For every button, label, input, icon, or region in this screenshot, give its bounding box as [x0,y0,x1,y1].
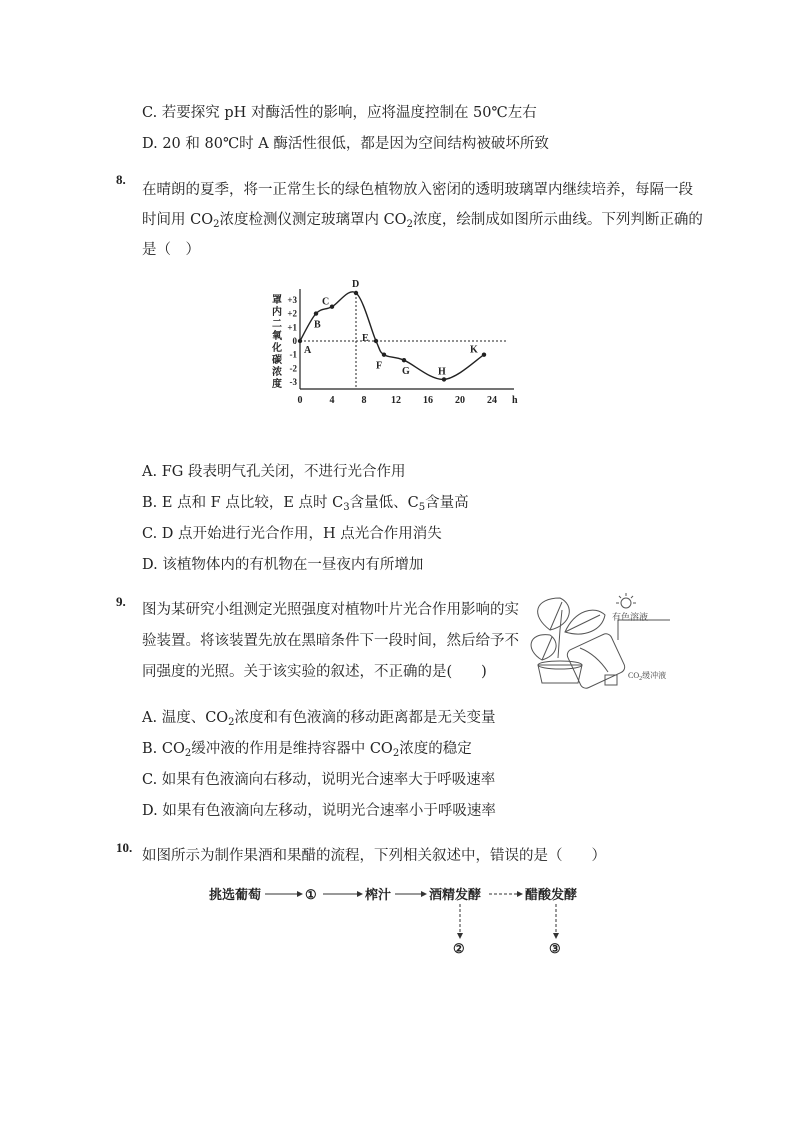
question-9-stem-line3: 同强度的光照。关于该实验的叙述，不正确的是( ) [142,664,487,680]
point-label-H: H [438,366,446,378]
point-label-D: D [352,279,360,290]
flow-step-alcohol-fermentation: 酒精发酵 [429,887,482,902]
question-8-stem-line2: 时间用 $CO_2$浓度检测仪测定玻璃罩内 $CO_2$浓度，绘制成如图所示曲线。下列判断正确的 [142,212,703,230]
q9-option-d: D. 如果有色液滴向左移动，说明光合速率小于呼吸速率 [142,803,496,819]
data-point-A [298,339,302,343]
question-8-stem-line1: 在晴朗的夏季，将一正常生长的绿色植物放入密闭的透明玻璃罩内继续培养，每隔一段 [142,182,693,198]
point-label-F: F [376,360,383,372]
q9-option-b: B. $CO_2$缓冲液的作用是维持容器中 $CO_2$浓度的稳定 [142,741,472,759]
data-point-H [442,377,446,381]
data-point-K [482,353,486,357]
data-point-D [354,291,358,295]
x-tick-label: 0 [297,395,303,406]
chart-y-axis-label [271,293,283,390]
q8-option-c: C. D 点开始进行光合作用，H 点光合作用消失 [142,526,442,542]
data-point-E [374,339,378,343]
y-label-char: 氧 [272,331,282,342]
point-label-B: B [314,319,321,331]
data-point-B [314,311,318,315]
q8-option-d: D. 该植物体内的有机物在一昼夜内有所增加 [142,557,424,573]
data-point-F [382,353,386,357]
x-tick-label: 4 [329,395,335,406]
y-label-char: 碳 [272,355,282,366]
flow-branch-3: ③ [549,941,561,956]
data-point-C [330,305,334,309]
point-label-C: C [322,296,330,308]
x-tick-label: 24 [487,395,497,406]
plant-leaves [531,598,605,660]
question-9-number: 9. [116,594,126,609]
point-label-A: A [304,345,312,356]
q7-option-d: D. 20 和 80℃时 A 酶活性很低，都是因为空间结构被破坏所致 [142,136,549,152]
plant-apparatus-figure [520,590,690,690]
q9-option-a: A. 温度、$CO_2$浓度和有色液滴的移动距离都是无关变量 [142,710,496,728]
flow-step-pick-grapes: 挑选葡萄 [209,887,262,902]
flow-step-juicing: 榨汁 [365,887,392,902]
question-8-number: 8. [116,172,126,187]
question-9-stem-line2: 验装置。将该装置先放在黑暗条件下一段时间，然后给予不 [142,633,519,649]
wine-vinegar-flowchart [205,880,595,960]
point-label-G: G [402,366,410,378]
x-tick-label: 16 [423,395,433,406]
question-10-number: 10. [116,840,133,855]
x-tick-label: 8 [361,395,367,406]
co2-buffer-label: $CO_2$缓冲液 [628,671,667,682]
flow-step-acetic-fermentation: 醋酸发酵 [525,887,578,902]
question-9-stem-line1: 图为某研究小组测定光照强度对植物叶片光合作用影响的实 [142,602,519,618]
y-tick-label: 0 [292,336,297,346]
co2-concentration-chart [270,279,530,410]
y-tick-label: -1 [289,349,297,360]
y-tick-label: -2 [289,363,297,374]
x-tick-label: 20 [455,395,465,406]
y-tick-label: -3 [289,377,297,388]
x-axis-label: h [512,395,518,406]
q9-option-c: C. 如果有色液滴向右移动，说明光合速率大于呼吸速率 [142,772,496,788]
y-label-char: 罩 [272,295,282,306]
question-8-stem-line3: 是（ ） [142,242,200,258]
question-10-stem: 如图所示为制作果酒和果醋的流程，下列相关叙述中，错误的是（ ） [142,848,606,864]
light-source-icon [616,593,636,608]
flow-branch-2: ② [453,941,465,956]
colored-liquid-label: 有色溶液 [612,612,649,622]
y-label-char: 浓 [272,367,282,378]
q8-option-a: A. FG 段表明气孔关闭，不进行光合作用 [142,464,406,480]
y-label-char: 二 [272,319,282,330]
y-tick-label: +3 [287,294,297,305]
q8-option-b: B. E 点和 F 点比较，E 点时 $C_3$含量低、$C_5$含量高 [142,495,469,513]
y-label-char: 内 [272,307,282,318]
y-tick-label: +2 [287,308,297,319]
x-tick-label: 12 [391,395,401,406]
y-tick-label: +1 [287,322,297,333]
point-label-E: E [362,333,369,344]
flow-step-1: ① [305,887,317,902]
y-label-char: 度 [272,379,282,390]
data-point-G [402,358,406,362]
q7-option-c: C. 若要探究 pH 对酶活性的影响，应将温度控制在 50℃左右 [142,105,537,121]
point-label-K: K [470,344,478,356]
y-label-char: 化 [272,343,282,354]
